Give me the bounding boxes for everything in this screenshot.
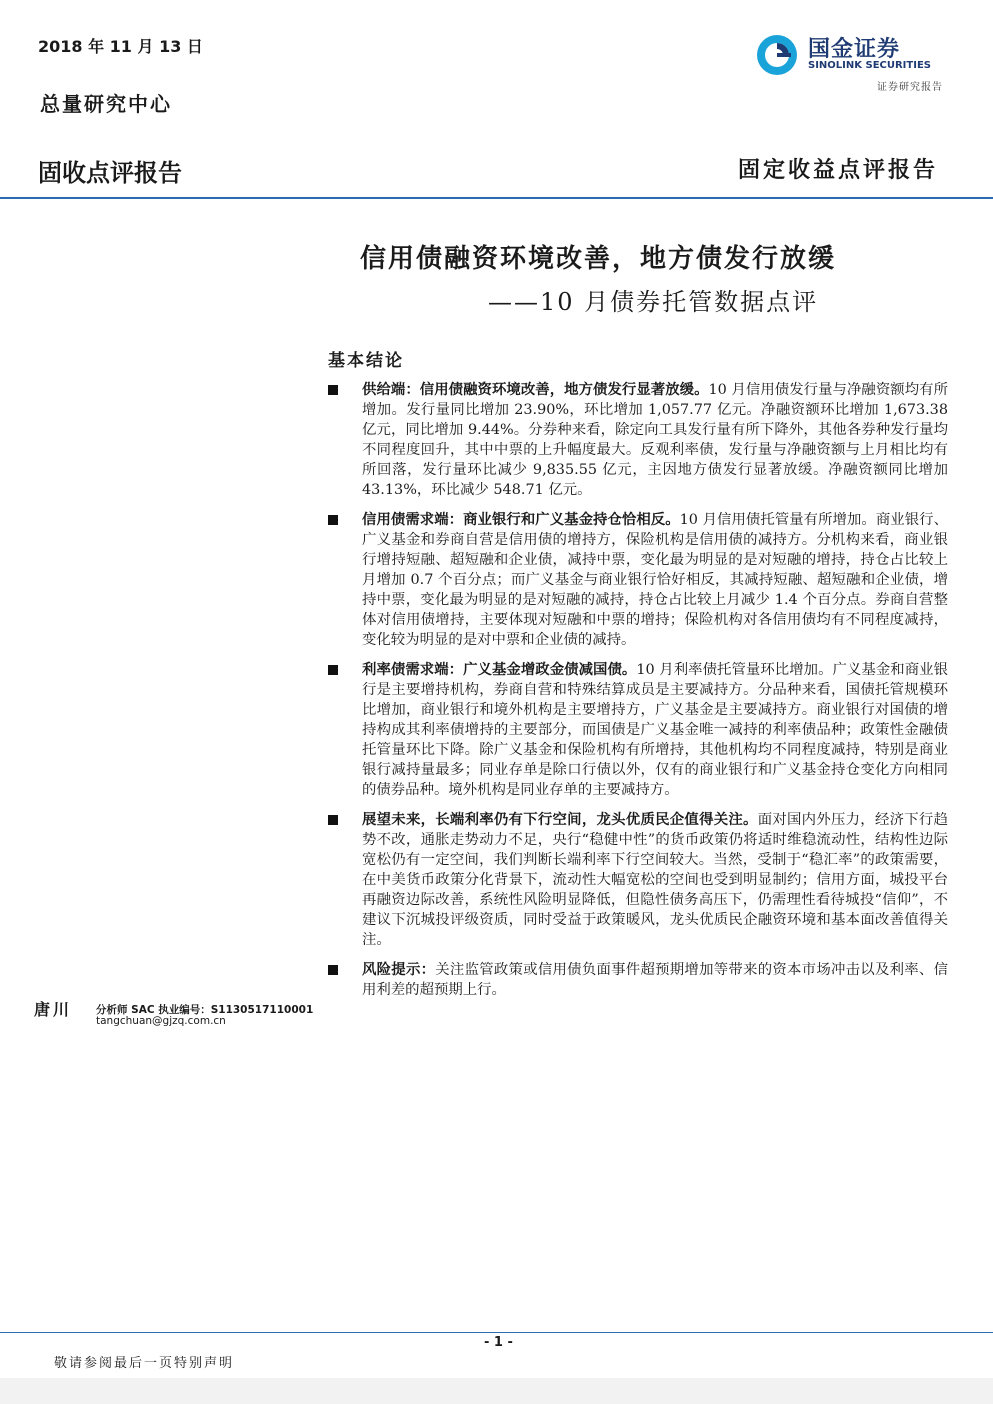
- header-divider: [0, 197, 993, 199]
- square-bullet-icon: [328, 515, 338, 525]
- square-bullet-icon: [328, 665, 338, 675]
- footer-disclaimer: 敬请参阅最后一页特别声明: [54, 1356, 235, 1371]
- bottom-band: [0, 1378, 993, 1404]
- report-date: 2018 年 11 月 13 日: [38, 37, 203, 56]
- logo-mark-icon: [756, 34, 798, 76]
- bullet-lead: 展望未来，长端利率仍有下行空间，龙头优质民企值得关注。: [362, 811, 758, 828]
- report-title: 信用债融资环境改善，地方债发行放缓: [360, 244, 837, 274]
- department-name: 总量研究中心: [40, 92, 172, 116]
- bullet-text: 关注监管政策或信用债负面事件超预期增加等带来的资本市场冲击以及利率、信用利差的超预期上行。: [362, 962, 948, 998]
- square-bullet-icon: [328, 815, 338, 825]
- bullet-lead: 风险提示：: [362, 961, 436, 978]
- logo-chinese-name: 国金证券: [808, 37, 901, 62]
- bullet-text: 10 月利率债托管量环比增加。广义基金和商业银行是主要增持机构，券商自营和特殊结算成员是主要减持方。分品种来看，国债托管规模环比增加，商业银行和境外机构是主要增持方，广义基金是主要减持方。商业银行对国债的增持构成其利率债增持的主要部分，而国债是广义基金唯一减持的利率债品种；政策性金融债托管量环比下降。除广义基金和保险机构有所增持，其他机构均不同程度减持，特别是商业银行减持量最多；同业存单是除口行债以外，仅有的商业银行和广义基金持仓变化方向相同的债券品种。境外机构是同业存单的主要减持方。: [362, 662, 948, 798]
- report-subtitle: ——10 月债券托管数据点评: [488, 288, 819, 316]
- bullet-lead: 信用债需求端：商业银行和广义基金持仓恰相反。: [362, 511, 680, 528]
- list-item: [328, 960, 948, 1000]
- report-category-label: 固定收益点评报告: [737, 157, 938, 183]
- company-logo: [756, 32, 946, 78]
- page-number: - 1 -: [484, 1335, 513, 1350]
- author-email[interactable]: tangchuan@gjzq.com.cn: [96, 1015, 226, 1027]
- bullet-text: 10 月信用债托管量有所增加。商业银行、广义基金和券商自营是信用债的增持方，保险机构是信用债的减持方。分机构来看，商业银行增持短融、超短融和企业债，减持中票，变化最为明显的是对短融的增持，持仓占比较上月增加 0.7 个百分点；而广义基金与商业银行恰好相反，其减持短融、超短融和企业债，增持中票，变化最为明显的是对短融的减持，持仓占比较上月减少 1.4 个百分点。券商自营整体对信用债增持，主要体现对短融和中票的增持；保险机构对各信用债均有不同程度减持，变化较为明显的是对中票和企业债的减持。: [362, 512, 948, 648]
- logo-subtitle: 证券研究报告: [877, 82, 943, 93]
- author-name: 唐川: [34, 1000, 73, 1019]
- bullet-lead: 利率债需求端：广义基金增政金债减国债。: [362, 661, 637, 678]
- report-type-label: 固收点评报告: [38, 159, 182, 187]
- list-item: [328, 380, 948, 500]
- square-bullet-icon: [328, 385, 338, 395]
- list-item: [328, 810, 948, 950]
- list-item: [328, 660, 948, 800]
- section-heading: 基本结论: [328, 351, 404, 371]
- list-item: [328, 510, 948, 650]
- analyst-registration: 分析师 SAC 执业编号：S1130517110001: [96, 1004, 314, 1016]
- square-bullet-icon: [328, 965, 338, 975]
- footer-divider: [0, 1332, 993, 1333]
- bullet-lead: 供给端：信用债融资环境改善，地方债发行显著放缓。: [362, 381, 709, 398]
- conclusion-list: [328, 380, 948, 1010]
- logo-english-name: SINOLINK SECURITIES: [808, 60, 931, 71]
- bullet-text: 面对国内外压力，经济下行趋势不改，通胀走势动力不足，央行“稳健中性”的货币政策仍将适时维稳流动性，结构性边际宽松仍有一定空间，我们判断长端利率下行空间较大。当然，受制于“稳汇率”的政策需要，在中美货币政策分化背景下，流动性大幅宽松的空间也受到明显制约；信用方面，城投平台再融资边际改善，系统性风险明显降低，但隐性债务高压下，仍需理性看待城投“信仰”，不建议下沉城投评级资质，同时受益于政策暖风，龙头优质民企融资环境和基本面改善值得关注。: [362, 812, 948, 948]
- bullet-text: 10 月信用债发行量与净融资额均有所增加。发行量同比增加 23.90%，环比增加 1,057.77 亿元。净融资额环比增加 1,673.38 亿元，同比增加 9.44%。分券种来看，除定向工具发行量有所下降外，其他各券种发行量均不同程度回升，其中中票的上升幅度最大。反观利率债，发行量与净融资额与上月相比均有所回落，发行量环比减少 9,835.55 亿元，主因地方债发行显著放缓。净融资额同比增加 43.13%，环比减少 548.71 亿元。: [362, 382, 948, 498]
